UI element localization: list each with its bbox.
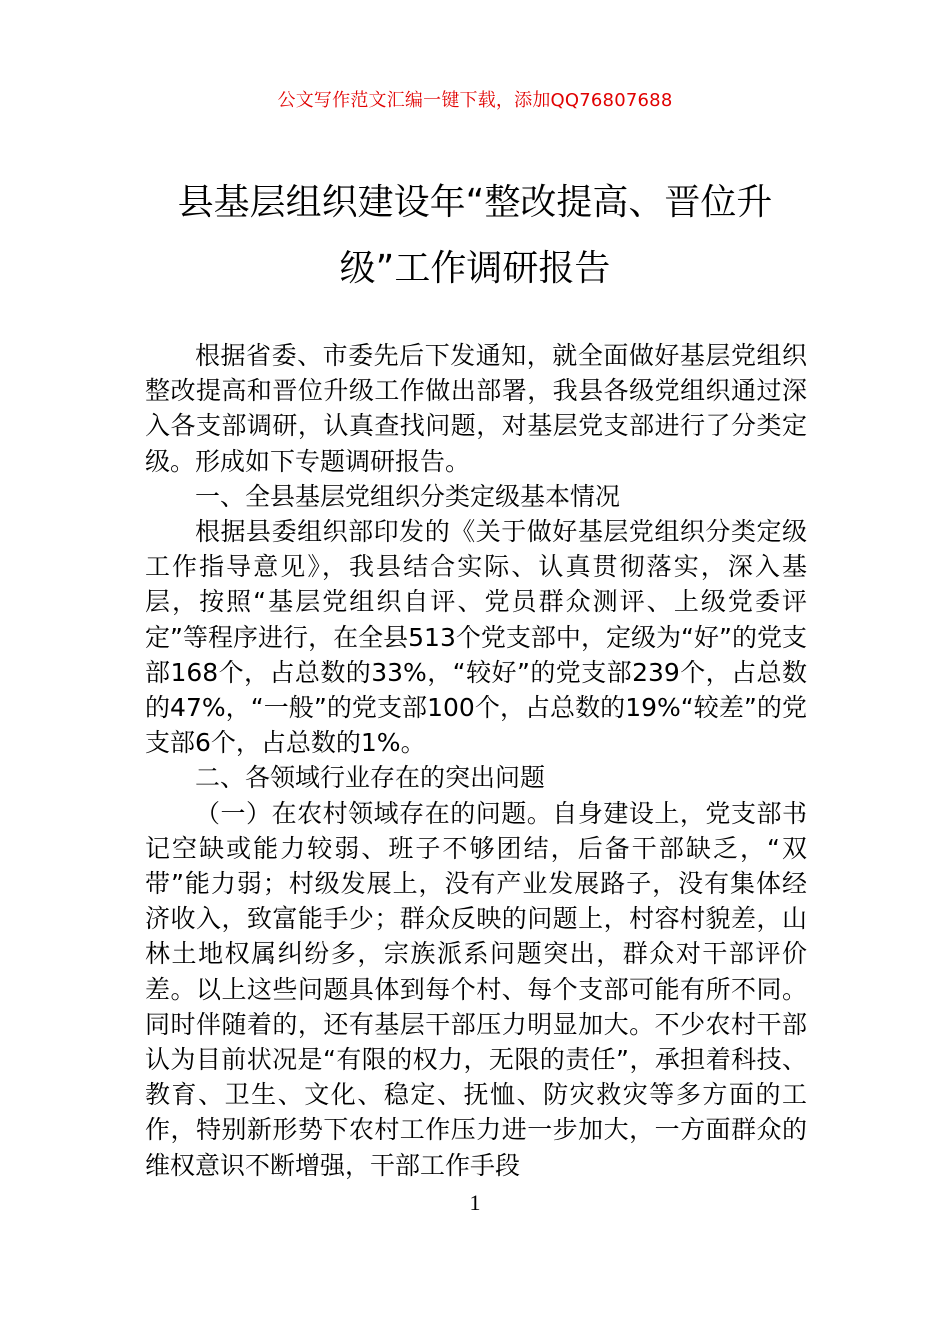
paragraph-classification: 根据县委组织部印发的《关于做好基层党组织分类定级工作指导意见》，我县结合实际、认真贯彻落实，深入基层，按照“基层党组织自评、党员群众测评、上级党委评定”等程序进行，在全县513个党支部中，定级为“好”的党支部168个，占总数的33%，“较好”的党支部239个，占总数的47%，“一般”的党支部100个，占总数的19%“较差”的党支部6个，占总数的1%。 bbox=[145, 517, 807, 758]
paragraph-intro: 根据省委、市委先后下发通知，就全面做好基层党组织整改提高和晋位升级工作做出部署，我县各级党组织通过深入各支部调研，认真查找问题，对基层党支部进行了分类定级。形成如下专题调研报告。 bbox=[145, 341, 807, 476]
section-heading-2: 二、各领域行业存在的突出问题 bbox=[195, 763, 546, 793]
title-line-1: 县基层组织建设年“整改提高、晋位升 bbox=[177, 182, 773, 223]
promo-banner: 公文写作范文汇编一键下载，添加QQ76807688 bbox=[277, 90, 673, 111]
section-heading-1: 一、全县基层党组织分类定级基本情况 bbox=[195, 481, 621, 511]
document-title bbox=[145, 170, 805, 302]
page-number: 1 bbox=[469, 1190, 481, 1215]
title-line-2: 级”工作调研报告 bbox=[339, 248, 611, 289]
paragraph-rural-issues: （一）在农村领域存在的问题。自身建设上，党支部书记空缺或能力较弱、班子不够团结，后备干部缺乏，“双带”能力弱；村级发展上，没有产业发展路子，没有集体经济收入，致富能手少；群众反映的问题上，村容村貌差，山林土地权属纠纷多，宗族派系问题突出，群众对干部评价差。以上这些问题具体到每个村、每个支部可能有所不同。同时伴随着的，还有基层干部压力明显加大。不少农村干部认为目前状况是“有限的权力，无限的责任”，承担着科技、教育、卫生、文化、稳定、抚恤、防灾救灾等多方面的工作，特别新形势下农村工作压力进一步加大，一方面群众的维权意识不断增强，干部工作手段 bbox=[145, 798, 807, 1180]
document-body bbox=[145, 338, 807, 1183]
